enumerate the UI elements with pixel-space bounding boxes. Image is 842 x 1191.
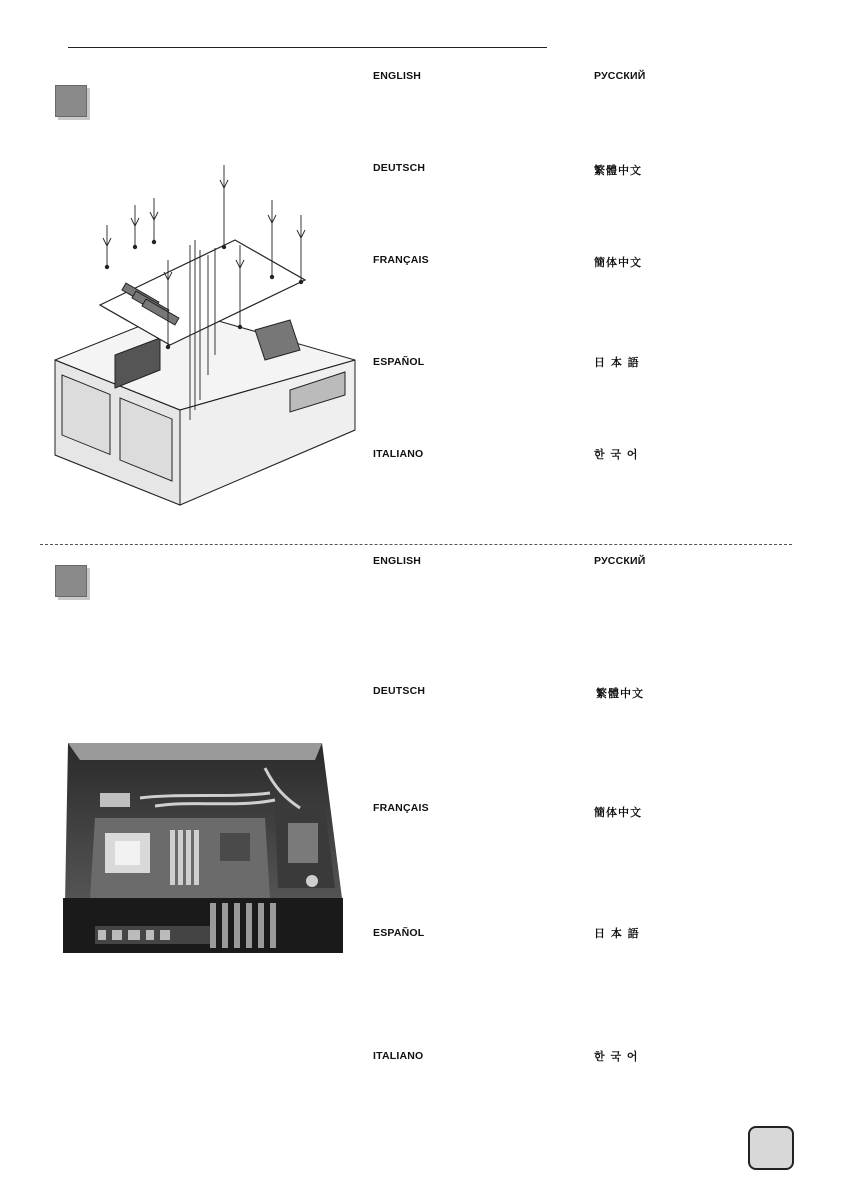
lang-label: 簡体中文	[594, 256, 642, 269]
lang-label: ESPAÑOL	[373, 356, 425, 368]
lang-label: ENGLISH	[373, 70, 422, 82]
lang-label: DEUTSCH	[373, 685, 426, 697]
lang-label: 日 本 語	[594, 356, 640, 369]
lang-label: 繁體中文	[594, 164, 642, 177]
page-number-box	[748, 1126, 794, 1170]
lang-label: 日 本 語	[594, 927, 640, 940]
assembled-case-photo	[60, 738, 345, 956]
case-assembly-illustration	[50, 160, 365, 515]
lang-label: ITALIANO	[373, 448, 424, 460]
step-marker-2	[55, 565, 87, 597]
header-rule	[68, 47, 547, 48]
lang-label: РУССКИЙ	[594, 70, 646, 82]
lang-label: 한 국 어	[594, 1050, 639, 1063]
lang-label: 簡体中文	[594, 806, 642, 819]
step-marker-1	[55, 85, 87, 117]
lang-label: FRANÇAIS	[373, 802, 429, 814]
lang-label: DEUTSCH	[373, 162, 426, 174]
lang-label: ESPAÑOL	[373, 927, 425, 939]
lang-label: FRANÇAIS	[373, 254, 429, 266]
lang-label: РУССКИЙ	[594, 555, 646, 567]
lang-label: ENGLISH	[373, 555, 422, 567]
lang-label: ITALIANO	[373, 1050, 424, 1062]
lang-label: 繁體中文	[596, 687, 644, 700]
section-separator	[40, 544, 792, 545]
lang-label: 한 국 어	[594, 448, 639, 461]
